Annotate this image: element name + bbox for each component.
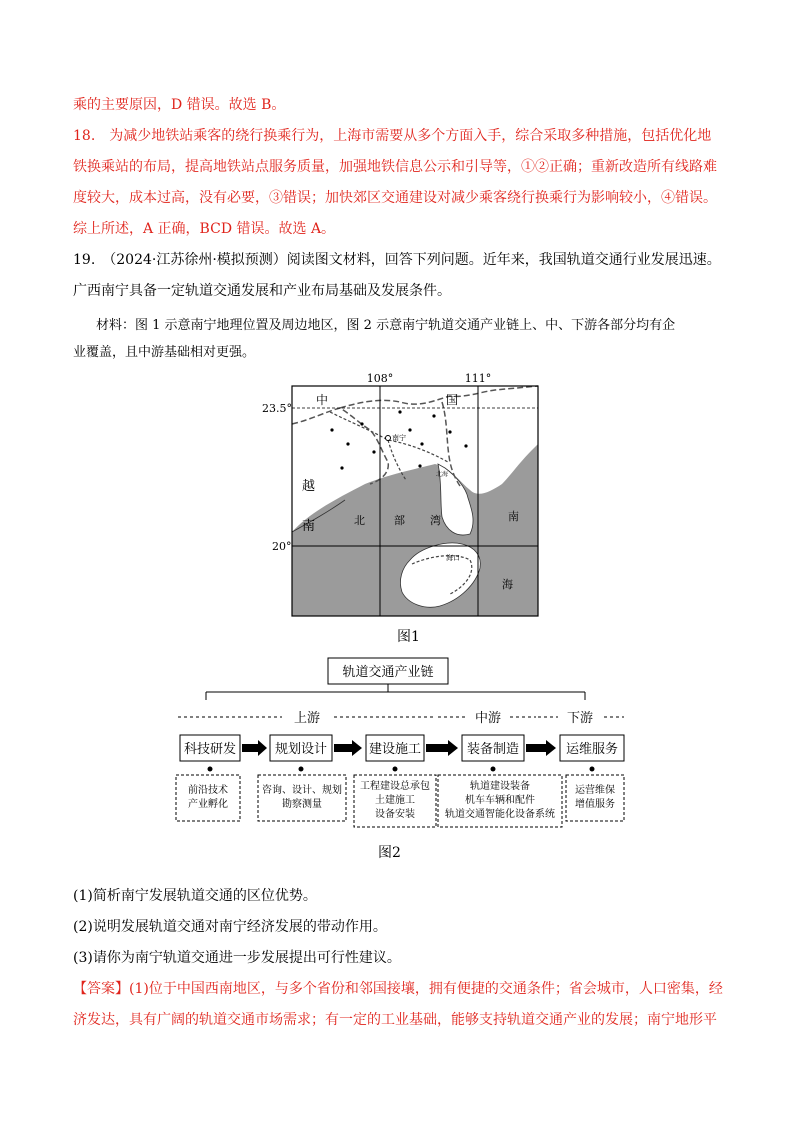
label-sea-1: 南: [508, 510, 519, 523]
chain-figure: [170, 655, 630, 835]
connector-dots: [208, 767, 595, 772]
label-nanning: 南宁: [392, 434, 406, 442]
detail-construction-2: 土建施工: [375, 795, 415, 806]
chain-title: 轨道交通产业链: [342, 665, 434, 680]
stage-manufacturing: 装备制造: [466, 742, 520, 757]
figure-2-caption: 图2: [378, 845, 401, 861]
figure-1-caption: 图1: [397, 629, 420, 645]
label-vietnam-2: 南: [302, 519, 316, 534]
label-beihai: 北海: [436, 471, 449, 478]
lat-23-label: 23.5°: [262, 402, 292, 415]
question-3: (3)请你为南宁轨道交通进一步发展提出可行性建议。: [73, 950, 401, 966]
answer-text-1: (1)位于中国西南地区，与多个省份和邻国接壤，拥有便捷的交通条件；省会城市，人口密集，经: [129, 981, 723, 997]
q19-line-2: 广西南宁具备一定轨道交通发展和产业布局基础及发展条件。: [73, 283, 451, 299]
stage-research: 科技研发: [183, 742, 237, 757]
detail-manufacturing-3: 轨道交通智能化设备系统: [445, 809, 555, 820]
detail-manufacturing-2: 机车车辆和配件: [465, 795, 535, 806]
detail-construction-1: 工程建设总承包: [360, 781, 430, 792]
label-china-2: 国: [446, 393, 459, 407]
detail-manufacturing-1: 轨道建设装备: [470, 781, 530, 792]
answer-tag: 【答案】: [73, 981, 129, 997]
lon-111-label: 111°: [464, 372, 492, 385]
question-2: (2)说明发展轨道交通对南宁经济发展的带动作用。: [73, 919, 387, 935]
stage-construction: 建设施工: [368, 742, 422, 757]
q19-line-1: 19. （2024·江苏徐州·模拟预测）阅读图文材料，回答下列问题。近年来，我国轨道交通行业发展迅速。: [73, 252, 721, 268]
answer-line-2: 济发达，具有广阔的轨道交通市场需求；有一定的工业基础，能够支持轨道交通产业的发展；南宁地形平: [73, 1012, 717, 1028]
q18-line-4: 综上所述，A 正确，BCD 错误。故选 A。: [73, 221, 336, 237]
detail-operation-2: 增值服务: [575, 799, 615, 810]
label-vietnam-1: 越: [302, 479, 316, 494]
label-china-1: 中: [316, 393, 329, 407]
nanning-marker: [386, 436, 391, 441]
q18-line-2: 铁换乘站的布局，提高地铁站点服务质量，加强地铁信息公示和引导等，①②正确；重新改造所有线路难: [73, 159, 717, 175]
detail-research-2: 产业孵化: [188, 799, 228, 810]
label-haikou: 海口: [446, 554, 460, 562]
downstream-label: 下游: [566, 711, 594, 726]
map-figure: [262, 372, 560, 622]
detail-planning-2: 勘察测量: [282, 799, 322, 810]
label-sea-2: 海: [502, 578, 513, 591]
q18-line-1: 18. 为减少地铁站乘客的绕行换乘行为，上海市需要从多个方面入手，综合采取多种措施，包括优化地: [73, 128, 712, 144]
q18-line-3: 度较大，成本过高，没有必要，③错误；加快郊区交通建设对减少乘客绕行换乘行为影响较小，④错误。: [73, 190, 717, 206]
lon-108-label: 108°: [366, 372, 394, 385]
prev-answer-line: 乘的主要原因，D 错误。故选 B。: [73, 97, 286, 113]
stage-operation: 运维服务: [565, 742, 619, 757]
detail-planning-1: 咨询、设计、规划: [262, 785, 342, 796]
stage-planning: 规划设计: [274, 742, 328, 757]
upstream-label: 上游: [293, 711, 321, 726]
label-gulf-3: 湾: [430, 514, 441, 527]
question-1: (1)简析南宁发展轨道交通的区位优势。: [73, 888, 317, 904]
lat-20-label: 20°: [272, 540, 292, 553]
label-gulf-1: 北: [354, 514, 365, 527]
answer-line-1: [73, 979, 723, 999]
label-gulf-2: 部: [394, 514, 405, 527]
country-border: [292, 408, 388, 484]
province-border: [340, 386, 538, 408]
detail-construction-3: 设备安装: [375, 809, 415, 820]
detail-operation-1: 运营维保: [575, 785, 615, 796]
midstream-label: 中游: [474, 711, 502, 726]
material-line-1: 材料：图 1 示意南宁地理位置及周边地区，图 2 示意南宁轨道交通产业链上、中、下游各部分均有企: [96, 318, 676, 333]
material-line-2: 业覆盖，且中游基础相对更强。: [73, 345, 256, 360]
detail-research-1: 前沿技术: [188, 785, 228, 796]
